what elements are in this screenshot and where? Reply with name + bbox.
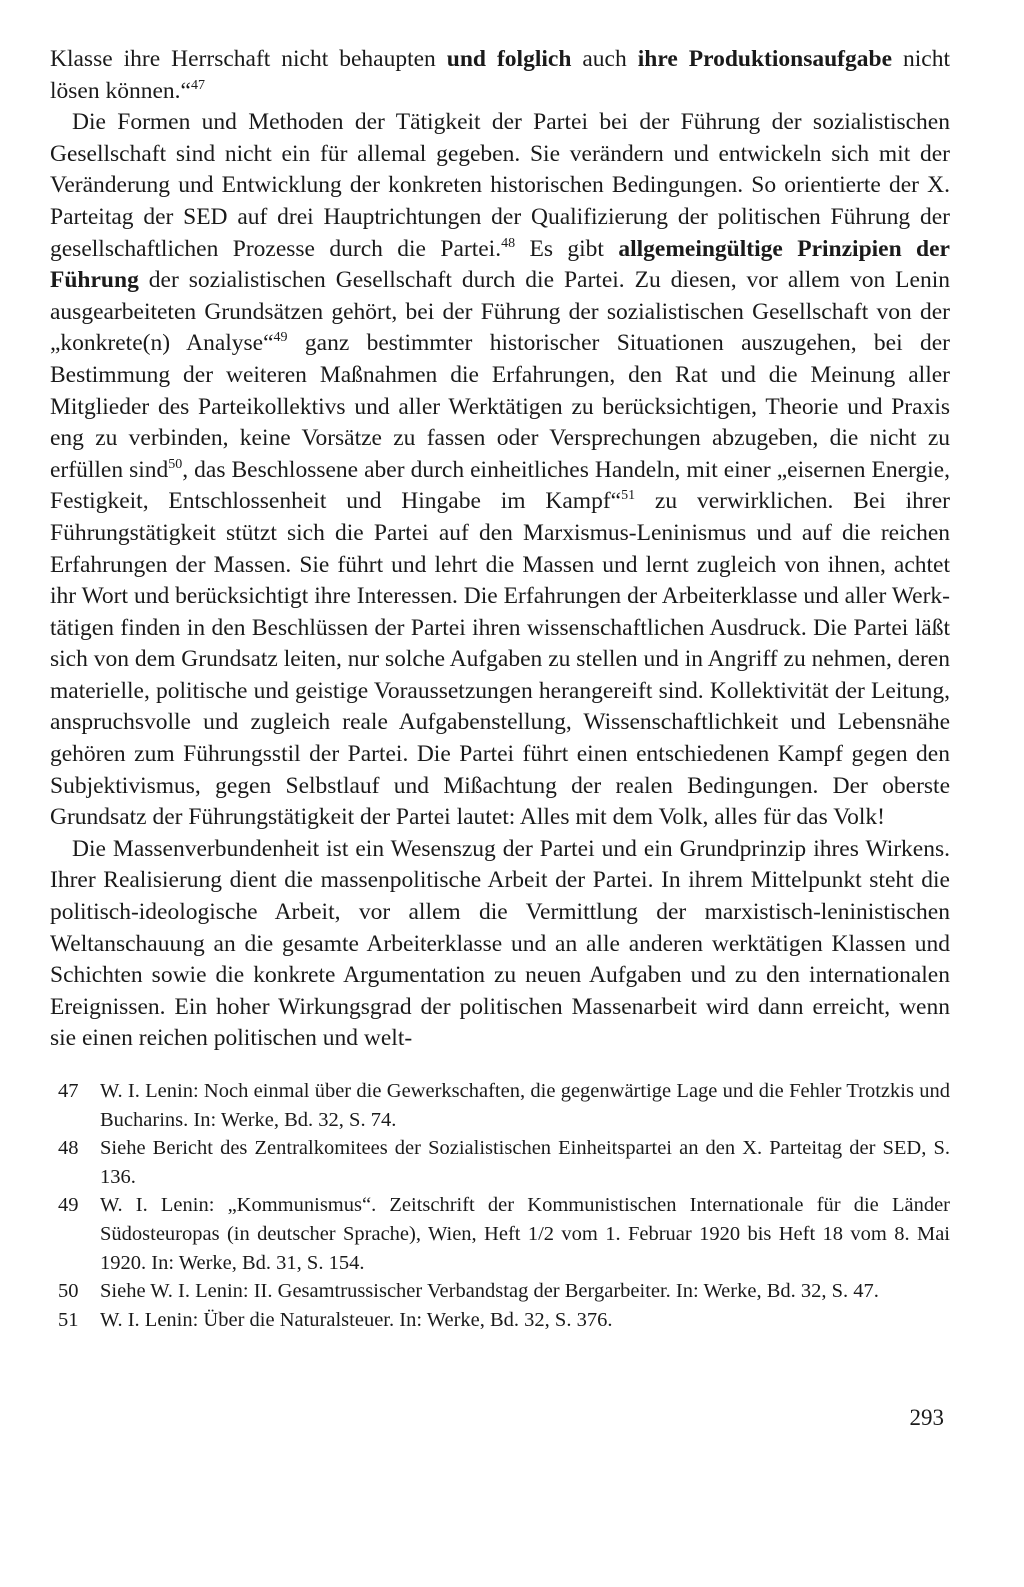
footnote-reference: 51: [621, 488, 636, 504]
footnote-reference: 50: [168, 456, 183, 472]
footnote: [50, 1191, 950, 1277]
footnote-reference: 48: [501, 235, 516, 251]
text-run: Es gibt: [515, 235, 619, 262]
main-text: [50, 44, 950, 1055]
text-run: Die Formen und Methoden der Tätigkeit der Partei bei der Führung der sozialistischen Gesellschaft sind nicht ein für allemal gegeben. Sie verändern und entwickeln sich mit der Veränderung und Entwicklung der konkreten historischen Bedingungen. So orientierte der X. Parteitag der SED auf drei Hauptrichtungen der Qualifizierung der politischen Führung der gesellschaftlichen Prozesse durch die Partei.: [50, 109, 950, 262]
text-run: , das Beschlossene aber durch einheitliches Handeln, mit einer „eisernen Energie, Festigkeit, Entschlossenheit und Hingabe im Kampf“: [50, 456, 950, 515]
paragraph: [50, 44, 950, 107]
footnote-text: W. I. Lenin: Über die Naturalsteuer. In: Werke, Bd. 32, S. 376.: [100, 1308, 613, 1331]
document-page: [50, 44, 950, 1334]
footnote-number: 47: [58, 1080, 79, 1102]
text-run: zu verwirklichen. Bei ihrer Führungstätigkeit stützt sich die Partei auf den Marxismus-Leninismus und auf die reichen Erfahrungen der Massen. Sie führt und lehrt die Massen und lernt zugleich von ihnen, achtet ihr Wort und berücksichtigt ihre Interessen. Die Erfahrungen der Arbeiterklasse und aller Werktätigen finden in den Beschlüssen der Partei ihren wissenschaftlichen Ausdruck. Die Partei läßt sich von dem Grundsatz leiten, nur solche Aufgaben zu stellen und in Angriff zu nehmen, deren materielle, politische und geistige Voraussetzungen herangereift sind. Kollektivität der Leitung, anspruchsvolle und zugleich reale Aufgabenstellung, Wissenschaftlichkeit und Lebensnähe gehören zum Führungsstil der Partei. Die Partei führt einen entschiedenen Kampf gegen den Subjektivismus, gegen Selbstlauf und Mißachtung der realen Bedingungen. Der oberste Grundsatz der Führungstätigkeit der Partei lautet: Alles mit dem Volk, alles für das Volk!: [50, 488, 950, 831]
footnote-text: Siehe Bericht des Zentralkomitees der Sozialistischen Einheitspartei an den X. Parteitag der SED, S. 136.: [100, 1137, 950, 1188]
text-run: nicht lösen können.“: [50, 46, 950, 104]
footnote: [50, 1277, 950, 1306]
footnote: [50, 1306, 950, 1335]
bold-phrase: ihre Produktionsaufgabe: [637, 46, 893, 72]
footnote-text: W. I. Lenin: „Kommunismus“. Zeitschrift der Kommunistischen Internationale für die Länder Südosteuropas (in deutscher Sprache), Wien, Heft 1/2 vom 1. Februar 1920 bis Heft 18 vom 8. Mai 1920. In: Werke, Bd. 31, S. 154.: [100, 1194, 950, 1274]
footnote-number: 49: [58, 1194, 79, 1217]
text-run: der sozialistischen Gesellschaft durch die Partei. Zu diesen, vor allem von Lenin ausgearbeiteten Grundsätzen gehört, bei der Führung der sozialistischen Gesellschaft von der „konkrete(n) Analyse“: [50, 267, 950, 357]
footnote-text: Siehe W. I. Lenin: II. Gesamtrussischer Verbandstag der Bergarbeiter. In: Werke, Bd. 32, S. 47.: [100, 1280, 879, 1303]
footnote-number: 51: [58, 1308, 79, 1331]
bold-phrase: allgemeingültige Prinzipien der Führung: [50, 235, 950, 294]
footnote-number: 48: [58, 1137, 79, 1160]
text-run: Die Massenverbundenheit ist ein Wesenszug der Partei und ein Grundprinzip ihres Wirkens. Ihrer Realisierung dient die massenpolitische Arbeit der Partei. In ihrem Mittelpunkt steht die politisch-ideologische Arbeit, vor allem die Vermittlung der marxistisch-leninistischen Weltanschauung an die gesamte Arbeiterklasse und an alle anderen werktätigen Klassen und Schichten sowie die konkrete Argumentation zu neuen Aufgaben und zu den internationalen Ereignissen. Ein hoher Wirkungsgrad der politischen Massenarbeit wird dann erreicht, wenn sie einen reichen politischen und welt-: [50, 835, 950, 1052]
text-run: ganz bestimmter historischer Situationen auszugehen, bei der Bestimmung der weiteren Maßnahmen die Erfahrungen, den Rat und die Meinung aller Mitglieder des Parteikollektivs und aller Werktätigen zu berücksichtigen, Theorie und Praxis eng zu verbinden, keine Vorsätze zu fassen oder Versprechungen abzugeben, die nicht zu erfüllen sind: [50, 330, 951, 483]
text-run: Klasse ihre Herrschaft nicht behaupten: [50, 46, 447, 72]
footnote-number: 50: [58, 1280, 79, 1303]
paragraph: [50, 107, 950, 834]
paragraph: [50, 834, 950, 1055]
footnote: [50, 1134, 950, 1191]
footnotes: [50, 1077, 950, 1334]
footnote-text: W. I. Lenin: Noch einmal über die Gewerkschaften, die gegenwärtige Lage und die Fehler Trotzkis und Bucharins. In: Werke, Bd. 32, S. 74.: [100, 1080, 950, 1131]
footnote-reference: 49: [273, 330, 288, 346]
footnote: [50, 1077, 950, 1134]
page-number: 293: [909, 1405, 944, 1430]
text-run: auch: [571, 46, 638, 72]
bold-phrase: und folglich: [446, 46, 572, 72]
footnote-reference: 47: [190, 77, 205, 93]
